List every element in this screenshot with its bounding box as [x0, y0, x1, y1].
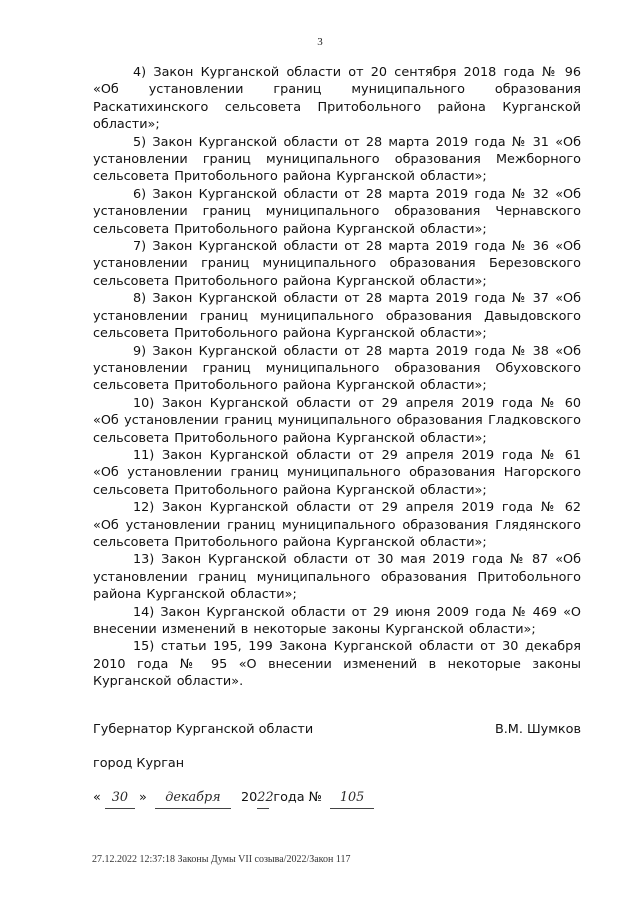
document-footer: 27.12.2022 12:37:18 Законы Думы VII созыва/2022/Закон 117 [92, 854, 351, 865]
law-list [93, 64, 581, 691]
number-label: года № [273, 790, 322, 805]
law-item: 14) Закон Курганской области от 29 июня 2009 года № 469 «О внесении изменений в некоторые законы Курганской области»; [93, 604, 581, 637]
law-item: 15) статьи 195, 199 Закона Курганской области от 30 декабря 2010 года № 95 «О внесении изменений в некоторые законы Курганской области». [93, 639, 581, 690]
law-item: 8) Закон Курганской области от 28 марта 2019 года № 37 «Об установлении границ муниципального образования Давыдовского сельсовета Притобольного района Курганской области»; [93, 291, 581, 342]
law-item: 9) Закон Курганской области от 28 марта 2019 года № 38 «Об установлении границ муниципального образования Обуховского сельсовета Притобольного района Курганской области»; [93, 343, 581, 394]
law-item: 12) Закон Курганской области от 29 апреля 2019 года № 62 «Об установлении границ муниципального образования Глядянского сельсовета Притобольного района Курганской области»; [93, 500, 581, 550]
law-item: 4) Закон Курганской области от 20 сентября 2018 года № 96 «Об установлении границ муниципального образования Раскатихинского сельсовета Притобольного района Курганской области»; [93, 65, 581, 133]
handwritten-number: 105 [330, 788, 374, 809]
year-prefix: 20 [241, 790, 258, 805]
law-item: 11) Закон Курганской области от 29 апреля 2019 года № 61 «Об установлении границ муниципального образования Нагорского сельсовета Притобольного района Курганской области»; [93, 447, 581, 498]
date-close-quote: » [139, 790, 147, 805]
city-line: город Курган [93, 756, 185, 771]
page-number: 3 [317, 36, 323, 48]
date-line [93, 788, 374, 809]
signatory-name: В.М. Шумков [494, 722, 581, 737]
law-item: 5) Закон Курганской области от 28 марта 2019 года № 31 «Об установлении границ муниципального образования Межборного сельсовета Притобольного района Курганской области»; [93, 134, 581, 185]
date-open-quote: « [93, 790, 101, 805]
signatory-title: Губернатор Курганской области [93, 722, 314, 737]
law-item: 10) Закон Курганской области от 29 апреля 2019 года № 60 «Об установлении границ муниципального образования Гладковского сельсовета Притобольного района Курганской области»; [93, 395, 581, 446]
handwritten-month: декабря [155, 788, 231, 809]
handwritten-year-suffix: 22 [257, 788, 269, 809]
law-item: 6) Закон Курганской области от 28 марта 2019 года № 32 «Об установлении границ муниципального образования Чернавского сельсовета Притобольного района Курганской области»; [93, 186, 581, 237]
law-item: 13) Закон Курганской области от 30 мая 2019 года № 87 «Об установлении границ муниципального образования Притобольного района Курганской области»; [93, 552, 581, 603]
law-item: 7) Закон Курганской области от 28 марта 2019 года № 36 «Об установлении границ муниципального образования Березовского сельсовета Притобольного района Курганской области»; [93, 239, 581, 289]
handwritten-day: 30 [105, 788, 135, 809]
